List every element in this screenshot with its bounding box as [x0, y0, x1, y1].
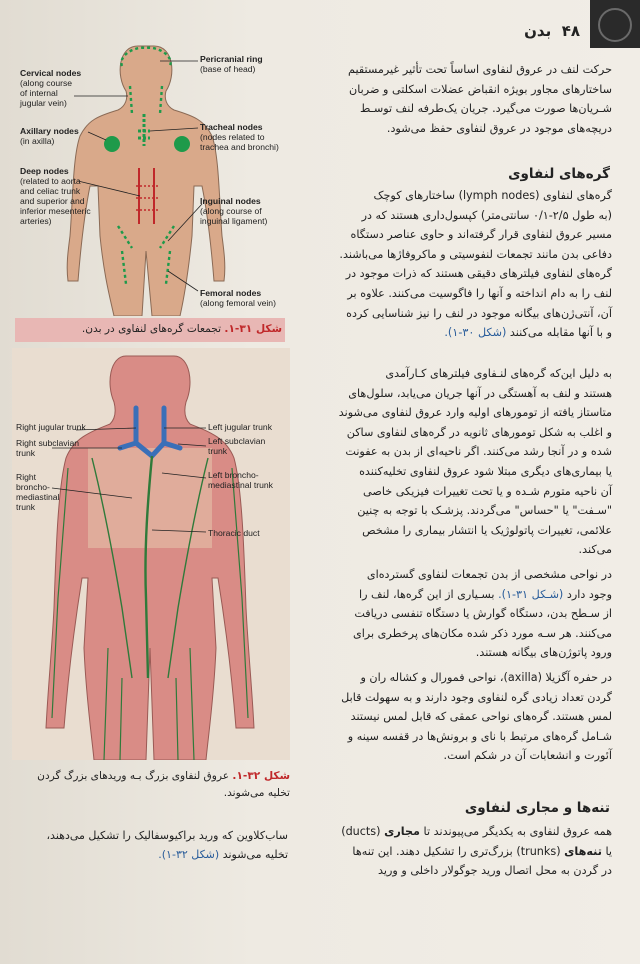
torso-illustration	[12, 348, 290, 760]
label-deep: Deep nodes (related to aorta and celiac trunk and superior and inferior mesenteric arteries)	[20, 166, 91, 226]
label-pericranial: Pericranial ring (base of head)	[200, 54, 263, 74]
label-axillary: Axillary nodes (in axilla)	[20, 126, 79, 146]
paragraph-lymph-flow: حرکت لنف در عروق لنفاوی اساساً تحت تأثیر غیرمستقیم ساختارهای مجاور بویژه انقباض عضلات اسکلتی و ضربان شـریان‌ها صورت می‌گیرد. جریان یک‌طرفه لنف توسـط دریچه‌های موجود در عروق لنفاوی حفظ می‌شود.	[348, 63, 612, 135]
page-number: ۴۸	[561, 22, 580, 40]
figure2-caption: شکل ۳۲-۱. عروق لنفاوی بزرگ بـه وریدهای بزرگ گردن تخلیه می‌شوند.	[37, 770, 290, 799]
label-femoral: Femoral nodes (along femoral vein)	[200, 288, 276, 308]
label-thoracic-duct: Thoracic duct	[208, 528, 260, 538]
left-column-text: ساب‌کلاوین که ورید براکیوسفالیک را تشکیل می‌دهند، تخلیه می‌شوند (شکل ۳۲-۱).	[46, 829, 288, 861]
chapter-title: بدن	[524, 22, 552, 40]
paragraph-palpable-nodes: در حفره آگزیلا (axilla)، نواحی فمورال و کشاله ران و گردن تعداد زیادی گره لنفاوی وجود دارند و به سهولت قابل لمس هستند. گره‌های نواحی عمقی که قابل لمس نیستند شـامل گره‌های مرتبط با نای و برونش‌ها در قفسه سینه و آئورت و انشعابات آن در شکم است.	[341, 671, 612, 763]
paragraph-trunks: همه عروق لنفاوی به یکدیگر می‌پیوندند تا مجاری (ducts) یا تنه‌های (trunks) بزرگ‌تری را تشکیل دهند. این تنه‌ها در گردن به محل اتصال ورید جوگولار داخلی و ورید	[341, 825, 612, 878]
paragraph-lymph-nodes: گره‌های لنفاوی (lymph nodes) ساختارهای کوچک (به طول ۲/۵-۰/۱ سانتی‌متر) کپسول‌داری هستند که در مسیر عروق لنفاوی قرار گرفته‌اند و حاوی عناصر دستگاه دفاعی بدن مانند تجمعات لنفوسیتی و ماکروفاژها می‌باشند. گره‌های لنفاوی فیلترهای دقیقی هستند که ذرات موجود در لنف را به دام انداخته و آنها را فاگوسیت می‌کنند. علاوه بر آن، آنتی‌ژن‌های بیگانه موجود در لنف را نیز شناسایی کرده و با آنها مقابله می‌کنند (شکل ۳۰-۱).	[339, 189, 612, 340]
section-heading-lymph-nodes: گره‌های لنفاوی	[508, 166, 610, 182]
label-right-subclavian: Right subclavian trunk	[16, 438, 80, 458]
label-right-bronchomediastinal: Right broncho- mediastinal trunk	[16, 472, 60, 512]
label-left-subclavian: Left subclavian trunk	[208, 436, 266, 456]
label-cervical: Cervical nodes (along course of internal jugular vein)	[20, 68, 82, 108]
label-right-jugular: Right jugular trunk	[16, 422, 86, 432]
figure-lymph-trunks	[12, 348, 290, 760]
label-left-jugular: Left jugular trunk	[208, 422, 273, 432]
label-tracheal: Tracheal nodes (nodes related to trachea and bronchi)	[200, 122, 279, 152]
page-header	[470, 22, 580, 40]
section-heading-trunks-ducts: تنه‌ها و مجاری لنفاوی	[464, 800, 610, 816]
figure-lymph-node-groups	[18, 36, 288, 316]
figure1-caption: شکل ۳۱-۱. تجمعات گره‌های لنفاوی در بدن.	[81, 323, 282, 335]
figure-reference[interactable]: (شکل ۳۲-۱).	[158, 848, 220, 861]
paragraph-node-groups: در نواحی مشخصی از بدن تجمعات لنفاوی گسترده‌ای وجود دارد (شـکل ۳۱-۱). بسـیاری از این گره‌ها، لنف را از سـطح بدن، دستگاه گوارش یا دستگاه تنفسی دریافت می‌کنند. هر سـه مورد ذکر شده مکان‌های پرخطری برای ورود پاتوژن‌های بیگانه هستند.	[352, 568, 612, 660]
paragraph-metastasis: به دلیل این‌که گره‌های لنـفاوی فیلترهای کـارآمدی هستند و لنف به آهستگی در آنها جریان می‌یابد، سلول‌های متاستاز یافته از تومورهای اولیه وارد عروق لنفاوی می‌شوند و اغلب به شکل تومورهای ثانویه در گره‌های لنفاوی ساکن شده و در آنجا رشد می‌کنند. اگر ناحیه‌ای از بدن به عفونت یا بیماری‌های دیگری مبتلا شود عروق لنفاوی تخلیه‌کننده آن ناحیه متورم شـده و یا تحت تغییرات فیزیکی خاصی "سـفت" یا "حساس" می‌گردند. پزشـک با توجه به چنین علائمی، تغییرات پاتولوژیک یا انتشار بیماری را مشخص می‌کند.	[338, 367, 612, 557]
label-left-bronchomediastinal: Left broncho- mediastinal trunk	[208, 470, 273, 490]
label-inguinal: Inguinal nodes (along course of inguinal ligament)	[200, 196, 268, 226]
figure-reference[interactable]: (شـکل ۳۱-۱).	[498, 587, 564, 601]
corner-photo	[590, 0, 640, 48]
figure-reference[interactable]: (شکل ۳۰-۱).	[444, 326, 507, 340]
